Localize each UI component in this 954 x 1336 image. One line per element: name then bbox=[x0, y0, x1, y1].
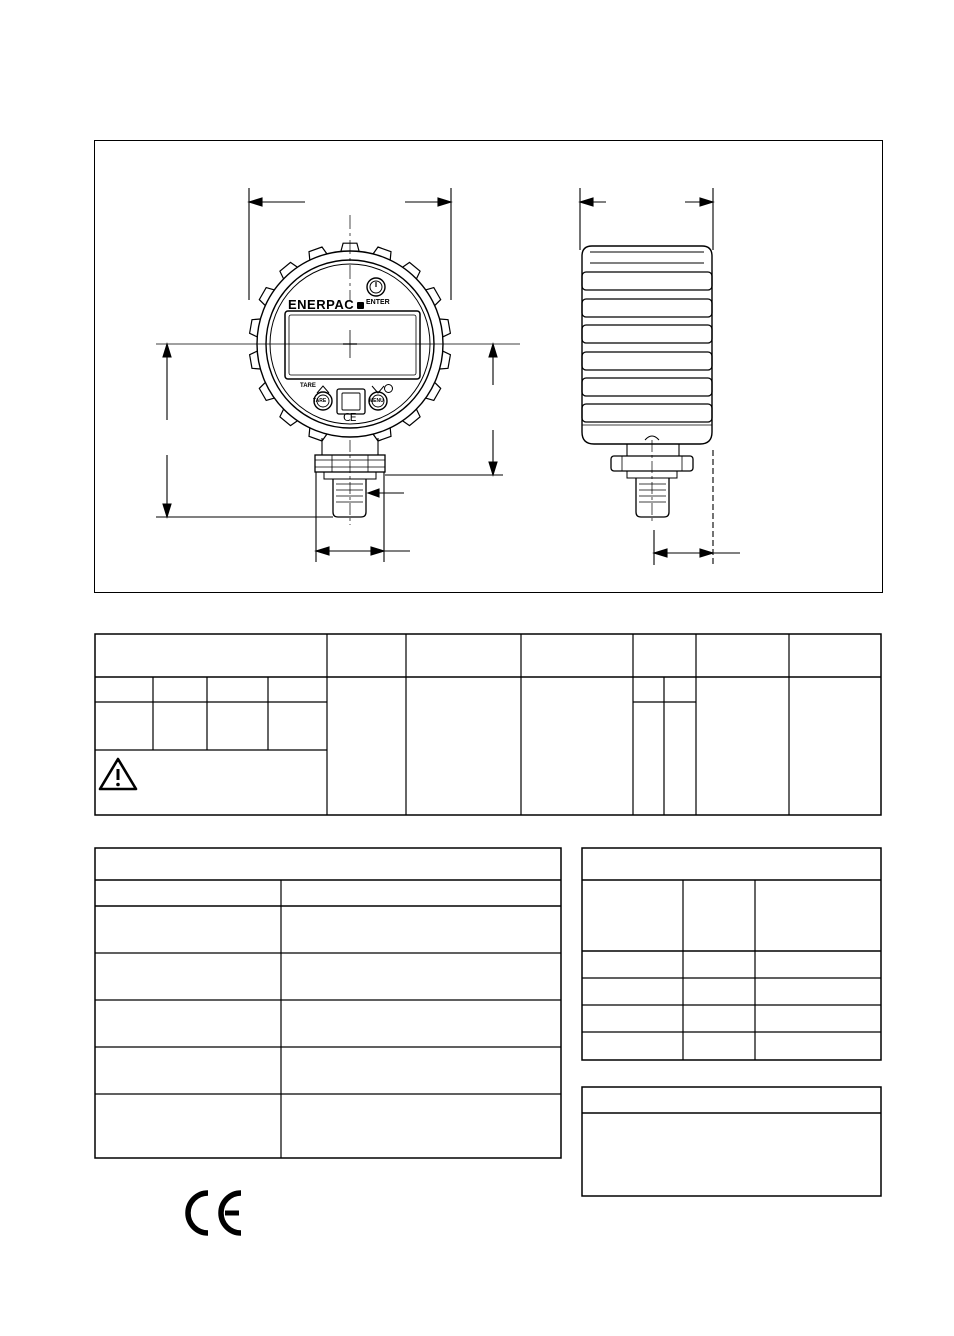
light-icon bbox=[384, 384, 393, 393]
technical-drawing bbox=[0, 0, 954, 620]
brand-mark-icon bbox=[357, 302, 364, 309]
fin bbox=[582, 299, 712, 317]
spec-table-main bbox=[0, 620, 954, 820]
fin bbox=[582, 352, 712, 370]
brand-text: ENERPAC bbox=[288, 297, 355, 312]
left-key-label: TARE bbox=[313, 398, 327, 404]
tare-label: TARE bbox=[300, 383, 316, 389]
fin bbox=[582, 404, 712, 422]
fin bbox=[582, 378, 712, 396]
right-key-label: MENU bbox=[369, 398, 384, 404]
ce-mark-icon bbox=[181, 1188, 247, 1238]
warning-triangle-icon bbox=[98, 757, 138, 791]
front-view bbox=[156, 188, 520, 562]
spec-table-right bbox=[0, 840, 954, 1070]
power-icon bbox=[370, 281, 382, 293]
fin-top-lines bbox=[590, 252, 704, 263]
side-view bbox=[580, 188, 740, 565]
enter-label: ENTER bbox=[366, 299, 390, 306]
note-box bbox=[0, 1080, 954, 1210]
brand-logo bbox=[288, 297, 364, 312]
fin bbox=[582, 272, 712, 290]
fin bbox=[582, 325, 712, 343]
face-ce-mark: CE bbox=[343, 411, 356, 424]
